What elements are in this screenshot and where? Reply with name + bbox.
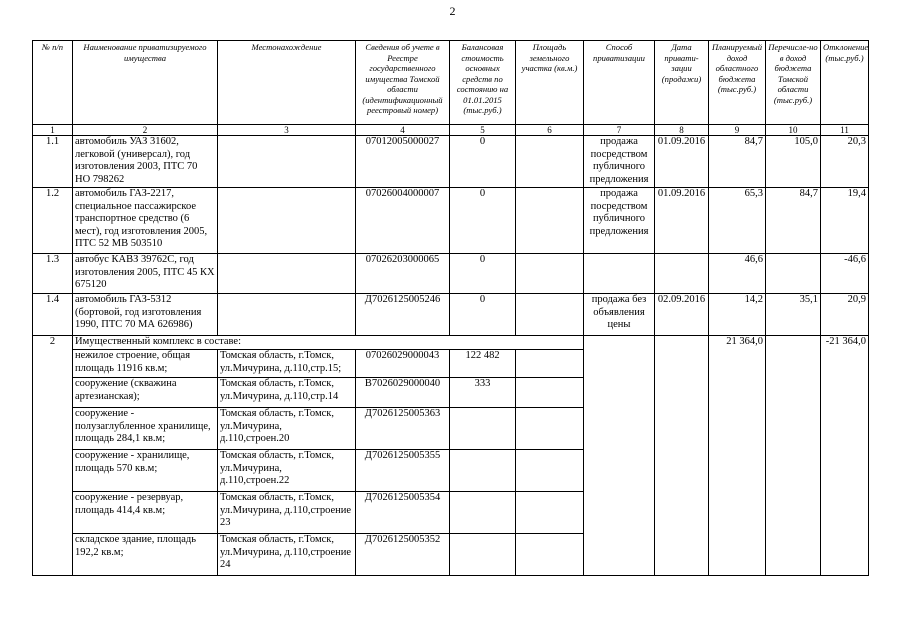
- asset-location: [218, 188, 356, 254]
- col-header: Сведения об учете в Реестре государственного имущества Томской области (идентификационный реестровый номер): [356, 41, 450, 125]
- planned-income: 21 364,0: [709, 336, 766, 576]
- planned-income: 46,6: [709, 254, 766, 294]
- registry-id: 07026029000043: [356, 350, 450, 378]
- registry-id: 07026004000007: [356, 188, 450, 254]
- transferred-income: [766, 254, 821, 294]
- registry-id: Д7026125005352: [356, 534, 450, 576]
- row-number: 1.3: [33, 254, 73, 294]
- registry-id: Д7026125005355: [356, 450, 450, 492]
- transferred-income: [766, 336, 821, 576]
- privatization-table: [32, 40, 869, 576]
- planned-income: 14,2: [709, 294, 766, 336]
- column-number: 7: [584, 125, 655, 136]
- land-area: [516, 294, 584, 336]
- row-number: 1.4: [33, 294, 73, 336]
- col-header: Местонахождение: [218, 41, 356, 125]
- sale-date: 01.09.2016: [655, 136, 709, 188]
- deviation: -21 364,0: [821, 336, 869, 576]
- asset-location: [218, 136, 356, 188]
- column-number: 11: [821, 125, 869, 136]
- asset-location: Томская область, г.Томск, ул.Мичурина, д.110,строение 24: [218, 534, 356, 576]
- asset-location: [218, 294, 356, 336]
- col-header: Отклонение (тыс.руб.): [821, 41, 869, 125]
- sale-date: 01.09.2016: [655, 188, 709, 254]
- land-area: [516, 254, 584, 294]
- transferred-income: 84,7: [766, 188, 821, 254]
- col-header: Наименование приватизируемого имущества: [73, 41, 218, 125]
- asset-location: Томская область, г.Томск, ул.Мичурина, д.110,строение 23: [218, 492, 356, 534]
- land-area: [516, 534, 584, 576]
- land-area: [516, 350, 584, 378]
- col-header: Планируемый доход областного бюджета (тыс.руб.): [709, 41, 766, 125]
- transferred-income: 105,0: [766, 136, 821, 188]
- column-number: 4: [356, 125, 450, 136]
- balance-value: 0: [450, 188, 516, 254]
- col-header: Дата привати-зации (продажи): [655, 41, 709, 125]
- land-area: [516, 408, 584, 450]
- col-header: Балансовая стоимость основных средств по состоянию на 01.01.2015 (тыс.руб.): [450, 41, 516, 125]
- deviation: 19,4: [821, 188, 869, 254]
- asset-name: автобус КАВЗ 39762С, год изготовления 2005, ПТС 45 КХ 675120: [73, 254, 218, 294]
- col-header: Способ приватизации: [584, 41, 655, 125]
- column-number: 1: [33, 125, 73, 136]
- asset-name: автомобиль УАЗ 31602, легковой (универсал), год изготовления 2003, ПТС 70 НО 798262: [73, 136, 218, 188]
- table-row: [33, 294, 869, 336]
- asset-location: [218, 254, 356, 294]
- land-area: [516, 378, 584, 408]
- column-number: 5: [450, 125, 516, 136]
- planned-income: 65,3: [709, 188, 766, 254]
- balance-value: 0: [450, 136, 516, 188]
- privatization-method: продажа посредством публичного предложения: [584, 188, 655, 254]
- deviation: 20,3: [821, 136, 869, 188]
- balance-value: 0: [450, 254, 516, 294]
- column-number: 8: [655, 125, 709, 136]
- transferred-income: 35,1: [766, 294, 821, 336]
- balance-value: [450, 534, 516, 576]
- complex-title-row: [33, 336, 869, 350]
- registry-id: 07026203000065: [356, 254, 450, 294]
- deviation: -46,6: [821, 254, 869, 294]
- col-header: Площадь земельного участка (кв.м.): [516, 41, 584, 125]
- registry-id: 07012005000027: [356, 136, 450, 188]
- asset-location: Томская область, г.Томск, ул.Мичурина, д.110,стр.15;: [218, 350, 356, 378]
- column-number: 6: [516, 125, 584, 136]
- planned-income: 84,7: [709, 136, 766, 188]
- balance-value: 0: [450, 294, 516, 336]
- column-number: 10: [766, 125, 821, 136]
- column-number: 2: [73, 125, 218, 136]
- column-number-row: [33, 125, 869, 136]
- privatization-method: продажа без объявления цены: [584, 294, 655, 336]
- column-number: 9: [709, 125, 766, 136]
- sale-date: [655, 336, 709, 576]
- asset-name: нежилое строение, общая площадь 11916 кв.м;: [73, 350, 218, 378]
- privatization-method: продажа посредством публичного предложения: [584, 136, 655, 188]
- registry-id: Д7026125005363: [356, 408, 450, 450]
- land-area: [516, 188, 584, 254]
- row-number: 1.2: [33, 188, 73, 254]
- privatization-method: [584, 254, 655, 294]
- land-area: [516, 136, 584, 188]
- asset-name: сооружение - резервуар, площадь 414,4 кв.м;: [73, 492, 218, 534]
- sale-date: 02.09.2016: [655, 294, 709, 336]
- header-row: [33, 41, 869, 125]
- asset-name: сооружение - хранилище, площадь 570 кв.м;: [73, 450, 218, 492]
- registry-id: Д7026125005354: [356, 492, 450, 534]
- asset-location: Томская область, г.Томск, ул.Мичурина, д.110,строен.20: [218, 408, 356, 450]
- registry-id: В7026029000040: [356, 378, 450, 408]
- col-header: № п/п: [33, 41, 73, 125]
- land-area: [516, 450, 584, 492]
- asset-name: складское здание, площадь 192,2 кв.м;: [73, 534, 218, 576]
- page-number: 2: [449, 4, 456, 18]
- balance-value: [450, 450, 516, 492]
- land-area: [516, 492, 584, 534]
- sale-date: [655, 254, 709, 294]
- table-row: [33, 188, 869, 254]
- asset-location: Томская область, г.Томск, ул.Мичурина, д.110,строен.22: [218, 450, 356, 492]
- balance-value: 333: [450, 378, 516, 408]
- balance-value: [450, 408, 516, 450]
- privatization-method: [584, 336, 655, 576]
- col-header: Перечисле-но в доход бюджета Томской области (тыс.руб.): [766, 41, 821, 125]
- asset-name: автомобиль ГАЗ-2217, специальное пассажирское транспортное средство (6 мест), год изготовления 2005, ПТС 52 МВ 503510: [73, 188, 218, 254]
- complex-title: Имущественный комплекс в составе:: [73, 336, 584, 350]
- row-number: 2: [33, 336, 73, 576]
- column-number: 3: [218, 125, 356, 136]
- table-row: [33, 136, 869, 188]
- asset-location: Томская область, г.Томск, ул.Мичурина, д.110,стр.14: [218, 378, 356, 408]
- asset-name: сооружение (скважина артезианская);: [73, 378, 218, 408]
- table-row: [33, 254, 869, 294]
- asset-name: автомобиль ГАЗ-5312 (бортовой, год изготовления 1990, ПТС 70 МА 626986): [73, 294, 218, 336]
- balance-value: 122 482: [450, 350, 516, 378]
- registry-id: Д7026125005246: [356, 294, 450, 336]
- balance-value: [450, 492, 516, 534]
- row-number: 1.1: [33, 136, 73, 188]
- deviation: 20,9: [821, 294, 869, 336]
- asset-name: сооружение - полузаглубленное хранилище, площадь 284,1 кв.м;: [73, 408, 218, 450]
